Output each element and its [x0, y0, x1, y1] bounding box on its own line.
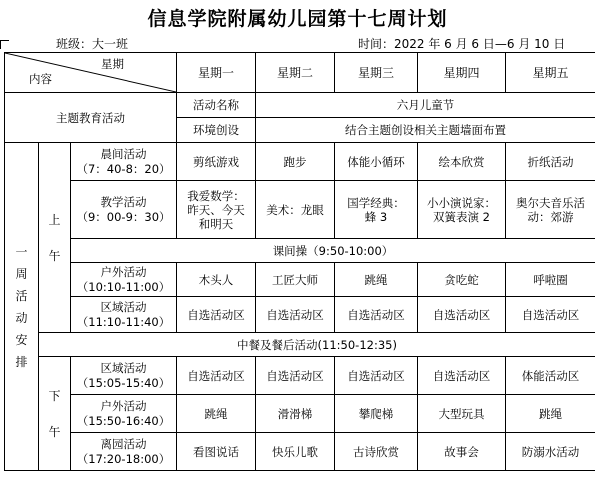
schedule-cell: 绘本欣赏	[418, 143, 506, 181]
corner-mark	[0, 40, 9, 49]
area-pm-row	[5, 357, 595, 395]
theme-label: 主题教育活动	[5, 93, 177, 143]
teaching-row	[5, 181, 595, 239]
schedule-cell: 剪纸游戏	[177, 143, 256, 181]
activity-time: （9：00-9：30）	[76, 209, 171, 224]
schedule-cell: 自选活动区	[256, 357, 335, 395]
page-title: 信息学院附属幼儿园第十七周计划	[147, 8, 448, 30]
week-label-char: 活	[15, 288, 28, 303]
activity-name: 户外活动	[100, 398, 147, 413]
activity-time: （15:05-15:40）	[76, 375, 171, 390]
activity-name: 晨间活动	[100, 146, 147, 161]
header-day: 星期二	[256, 53, 335, 93]
outdoor-am-row	[5, 263, 595, 297]
environment-value: 结合主题创设相关主题墙面布置	[256, 118, 595, 143]
header-day: 星期三	[335, 53, 418, 93]
schedule-cell	[335, 181, 418, 239]
row-label	[71, 395, 177, 433]
row-label	[71, 297, 177, 333]
week-label-char: 周	[15, 266, 28, 281]
schedule-cell: 自选活动区	[335, 297, 418, 333]
schedule-cell	[256, 181, 335, 239]
week-label-char: 动	[15, 310, 28, 325]
activity-time: （7：40-8：20）	[76, 161, 171, 176]
schedule-cell: 体能小循环	[335, 143, 418, 181]
area-am-row	[5, 297, 595, 333]
schedule-cell: 跑步	[256, 143, 335, 181]
schedule-cell: 贪吃蛇	[418, 263, 506, 297]
schedule-cell: 跳绳	[177, 395, 256, 433]
break-exercise: 课间操（9:50-10:00）	[71, 239, 595, 263]
cell-line: 国学经典：	[347, 195, 405, 210]
cell-line: 奥尔夫音乐活	[516, 195, 586, 210]
cell-line: 蜂 3	[364, 209, 388, 224]
activity-time: （11:10-11:40）	[76, 314, 171, 329]
row-label	[71, 357, 177, 395]
morning-label-char: 上	[48, 212, 61, 227]
schedule-cell	[177, 181, 256, 239]
header-day: 星期五	[506, 53, 595, 93]
header-diagonal-cell	[5, 53, 177, 93]
week-label-char: 排	[15, 354, 28, 369]
afternoon-label-char: 下	[48, 388, 61, 403]
activity-name: 教学活动	[100, 194, 147, 209]
afternoon-label	[39, 357, 71, 471]
schedule-table-wrapper	[4, 52, 595, 487]
activity-time: （15:50-16:40）	[76, 413, 171, 428]
morning-label-char: 午	[48, 248, 61, 263]
activity-name: 离园活动	[100, 436, 147, 451]
activity-name: 区域活动	[100, 299, 147, 314]
cell-line: 双簧表演 2	[433, 209, 490, 224]
cell-line: 动：郊游	[527, 209, 574, 224]
schedule-cell: 快乐儿歌	[256, 433, 335, 471]
activity-time: （17:20-18:00）	[76, 451, 171, 466]
theme-name-row	[5, 93, 595, 118]
afternoon-label-char: 午	[48, 424, 61, 439]
schedule-cell: 防溺水活动	[506, 433, 595, 471]
schedule-cell: 自选活动区	[256, 297, 335, 333]
environment-label: 环境创设	[177, 118, 256, 143]
activity-name-value: 六月儿童节	[256, 93, 595, 118]
schedule-cell: 折纸活动	[506, 143, 595, 181]
schedule-cell: 自选活动区	[177, 357, 256, 395]
schedule-cell: 滑滑梯	[256, 395, 335, 433]
outdoor-pm-row	[5, 395, 595, 433]
activity-name: 区域活动	[100, 360, 147, 375]
header-day: 星期四	[418, 53, 506, 93]
break-exercise-row	[5, 239, 595, 263]
lunch-activity: 中餐及餐后活动(11:50-12:35)	[39, 333, 595, 357]
activity-time: （10:10-11:00）	[76, 279, 171, 294]
morning-exercise-row	[5, 143, 595, 181]
diag-content-label: 内容	[29, 72, 52, 86]
schedule-cell	[506, 181, 595, 239]
schedule-cell: 自选活动区	[506, 297, 595, 333]
row-label	[71, 263, 177, 297]
schedule-cell	[418, 181, 506, 239]
time-label: 时间：2022 年 6 月 6 日—6 月 10 日	[358, 37, 566, 51]
schedule-cell: 自选活动区	[335, 357, 418, 395]
schedule-table	[4, 52, 595, 471]
schedule-cell: 自选活动区	[418, 297, 506, 333]
row-label	[71, 181, 177, 239]
schedule-cell: 工匠大师	[256, 263, 335, 297]
schedule-cell: 呼啦圈	[506, 263, 595, 297]
schedule-cell: 看图说话	[177, 433, 256, 471]
schedule-cell: 古诗欣赏	[335, 433, 418, 471]
morning-label	[39, 143, 71, 333]
schedule-cell: 故事会	[418, 433, 506, 471]
cell-line: 我爱数学：	[187, 188, 245, 203]
cell-line: 和明天	[198, 216, 234, 231]
week-label-char: 一	[15, 244, 28, 259]
activity-name-label: 活动名称	[177, 93, 256, 118]
row-label	[71, 143, 177, 181]
schedule-cell: 木头人	[177, 263, 256, 297]
row-label	[71, 433, 177, 471]
lunch-row	[5, 333, 595, 357]
schedule-cell: 大型玩具	[418, 395, 506, 433]
header-day: 星期一	[177, 53, 256, 93]
cell-line: 昨天、今天	[187, 202, 245, 217]
schedule-cell: 跳绳	[506, 395, 595, 433]
header-row	[5, 53, 595, 93]
activity-name: 户外活动	[100, 264, 147, 279]
schedule-cell: 自选活动区	[177, 297, 256, 333]
cell-line: 小小演说家：	[427, 195, 497, 210]
week-activity-label	[5, 143, 39, 471]
schedule-cell: 攀爬梯	[335, 395, 418, 433]
week-label-char: 安	[15, 332, 28, 347]
class-label: 班级：大一班	[56, 37, 129, 51]
schedule-cell: 自选活动区	[418, 357, 506, 395]
cell-line: 美术：龙眼	[266, 202, 324, 217]
diag-weekday-label: 星期	[101, 57, 125, 71]
schedule-cell: 体能活动区	[506, 357, 595, 395]
leave-row	[5, 433, 595, 471]
schedule-cell: 跳绳	[335, 263, 418, 297]
